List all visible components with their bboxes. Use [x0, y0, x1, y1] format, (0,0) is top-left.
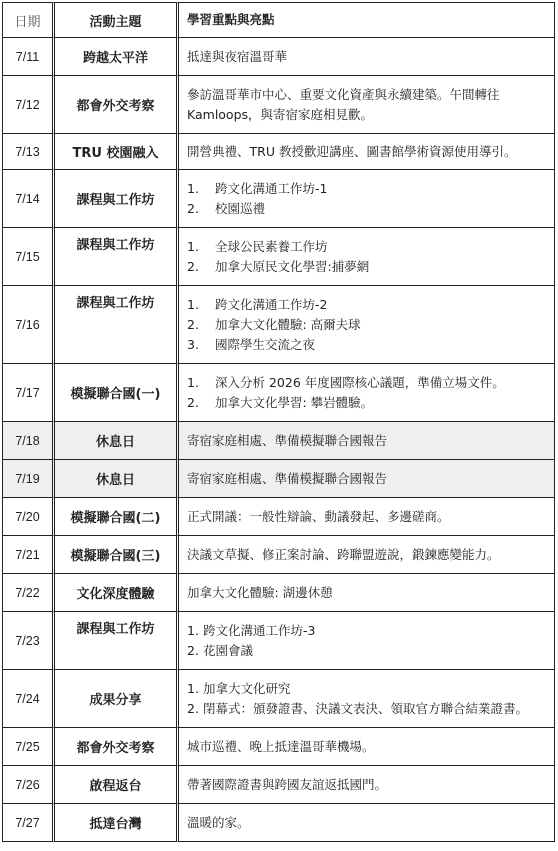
row-theme: 模擬聯合國(一) [55, 364, 179, 422]
list-text: 閉幕式：頒發證書、決議文表決、領取官方聯合結業證書。 [203, 700, 529, 716]
table-row [2, 536, 555, 574]
row-theme: 模擬聯合國(三) [55, 536, 179, 574]
table-row [2, 76, 555, 134]
row-focus [179, 76, 555, 134]
row-date: 7/19 [2, 460, 55, 498]
list-text: 深入分析 2026 年度國際核心議題，準備立場文件。 [215, 374, 505, 390]
row-focus [179, 170, 555, 228]
row-date: 7/25 [2, 728, 55, 766]
row-date: 7/14 [2, 170, 55, 228]
focus-list-item [187, 699, 550, 719]
list-text: 跨文化溝通工作坊-3 [203, 622, 316, 638]
focus-list-item [187, 237, 550, 257]
focus-line: 正式開議：一般性辯論、動議發起、多邊磋商。 [187, 508, 450, 524]
table-row [2, 134, 555, 170]
table-row [2, 804, 555, 842]
focus-list-item [187, 621, 550, 641]
row-date: 7/20 [2, 498, 55, 536]
row-theme: 都會外交考察 [55, 76, 179, 134]
focus-list-item [187, 315, 550, 335]
header-focus: 學習重點與亮點 [179, 2, 555, 38]
list-text: 校園巡禮 [215, 200, 266, 216]
row-theme: 休息日 [55, 422, 179, 460]
table-row [2, 498, 555, 536]
row-theme: 抵達台灣 [55, 804, 179, 842]
focus-list-item [187, 257, 550, 277]
header-theme: 活動主題 [55, 2, 179, 38]
row-focus [179, 228, 555, 286]
focus-line: 開營典禮、TRU 教授歡迎講座、圖書館學術資源使用導引。 [187, 143, 517, 159]
focus-line: 抵達與夜宿溫哥華 [187, 48, 288, 64]
table-row [2, 574, 555, 612]
row-date: 7/17 [2, 364, 55, 422]
list-number: 2. [187, 316, 199, 332]
row-date: 7/24 [2, 670, 55, 728]
row-date: 7/16 [2, 286, 55, 364]
list-number: 2. [187, 642, 199, 658]
row-date: 7/23 [2, 612, 55, 670]
list-text: 全球公民素養工作坊 [215, 238, 328, 254]
row-focus [179, 498, 555, 536]
row-date: 7/11 [2, 38, 55, 76]
table-row [2, 728, 555, 766]
row-focus [179, 286, 555, 364]
row-date: 7/15 [2, 228, 55, 286]
focus-list-item [187, 295, 550, 315]
focus-list-item [187, 199, 550, 219]
row-theme: 跨越太平洋 [55, 38, 179, 76]
row-focus [179, 134, 555, 170]
row-focus [179, 422, 555, 460]
row-date: 7/21 [2, 536, 55, 574]
focus-line: 加拿大文化體驗: 湖邊休憩 [187, 584, 333, 600]
row-focus [179, 460, 555, 498]
list-text: 花園會議 [203, 642, 254, 658]
row-focus [179, 574, 555, 612]
focus-list-item [187, 641, 550, 661]
list-number: 1. [187, 238, 199, 254]
row-theme: 課程與工作坊 [55, 228, 179, 286]
row-focus [179, 612, 555, 670]
focus-list-item [187, 679, 550, 699]
row-focus [179, 670, 555, 728]
row-theme: 模擬聯合國(二) [55, 498, 179, 536]
list-number: 2. [187, 700, 199, 716]
focus-line: 寄宿家庭相處、準備模擬聯合國報告 [187, 432, 388, 448]
list-text: 加拿大文化研究 [203, 680, 291, 696]
row-date: 7/18 [2, 422, 55, 460]
row-theme: 文化深度體驗 [55, 574, 179, 612]
list-number: 2. [187, 258, 199, 274]
list-text: 跨文化溝通工作坊-2 [215, 296, 328, 312]
focus-line: 帶著國際證書與跨國友誼返抵國門。 [187, 776, 388, 792]
table-row [2, 422, 555, 460]
row-focus [179, 804, 555, 842]
focus-list-item [187, 179, 550, 199]
row-theme: 課程與工作坊 [55, 170, 179, 228]
itinerary-table [2, 2, 555, 842]
row-date: 7/26 [2, 766, 55, 804]
row-focus [179, 728, 555, 766]
focus-line: Kamloops，與寄宿家庭相見歡。 [187, 106, 374, 122]
table-row [2, 170, 555, 228]
row-focus [179, 38, 555, 76]
row-theme: TRU 校園融入 [55, 134, 179, 170]
table-row [2, 38, 555, 76]
table-row [2, 766, 555, 804]
row-date: 7/22 [2, 574, 55, 612]
list-text: 跨文化溝通工作坊-1 [215, 180, 328, 196]
header-date: 日期 [2, 2, 55, 38]
focus-list-item [187, 335, 550, 355]
row-focus [179, 536, 555, 574]
list-number: 2. [187, 394, 199, 410]
focus-line: 溫暖的家。 [187, 814, 250, 830]
list-number: 3. [187, 336, 199, 352]
list-text: 加拿大原民文化學習:捕夢網 [215, 258, 370, 274]
list-number: 2. [187, 200, 199, 216]
row-theme: 都會外交考察 [55, 728, 179, 766]
row-theme: 課程與工作坊 [55, 286, 179, 364]
focus-line: 決議文草擬、修正案討論、跨聯盟遊說，鍛鍊應變能力。 [187, 546, 500, 562]
focus-list-item [187, 373, 550, 393]
focus-line: 參訪溫哥華市中心、重要文化資產與永續建築。午間轉往 [187, 86, 500, 102]
table-row [2, 670, 555, 728]
row-theme: 成果分享 [55, 670, 179, 728]
row-theme: 課程與工作坊 [55, 612, 179, 670]
row-focus [179, 766, 555, 804]
list-text: 加拿大文化體驗: 高爾夫球 [215, 316, 361, 332]
row-date: 7/12 [2, 76, 55, 134]
list-number: 1. [187, 680, 199, 696]
table-row [2, 364, 555, 422]
itinerary-body [2, 38, 555, 842]
focus-line: 城市巡禮、晚上抵達溫哥華機場。 [187, 738, 375, 754]
row-date: 7/27 [2, 804, 55, 842]
table-row [2, 460, 555, 498]
table-row [2, 286, 555, 364]
row-theme: 啟程返台 [55, 766, 179, 804]
row-theme: 休息日 [55, 460, 179, 498]
list-number: 1. [187, 296, 199, 312]
row-focus [179, 364, 555, 422]
list-number: 1. [187, 180, 199, 196]
table-row [2, 612, 555, 670]
list-number: 1. [187, 622, 199, 638]
list-text: 國際學生交流之夜 [215, 336, 316, 352]
row-date: 7/13 [2, 134, 55, 170]
table-row [2, 228, 555, 286]
list-number: 1. [187, 374, 199, 390]
focus-list-item [187, 393, 550, 413]
list-text: 加拿大文化學習: 攀岩體驗。 [215, 394, 374, 410]
focus-line: 寄宿家庭相處、準備模擬聯合國報告 [187, 470, 388, 486]
